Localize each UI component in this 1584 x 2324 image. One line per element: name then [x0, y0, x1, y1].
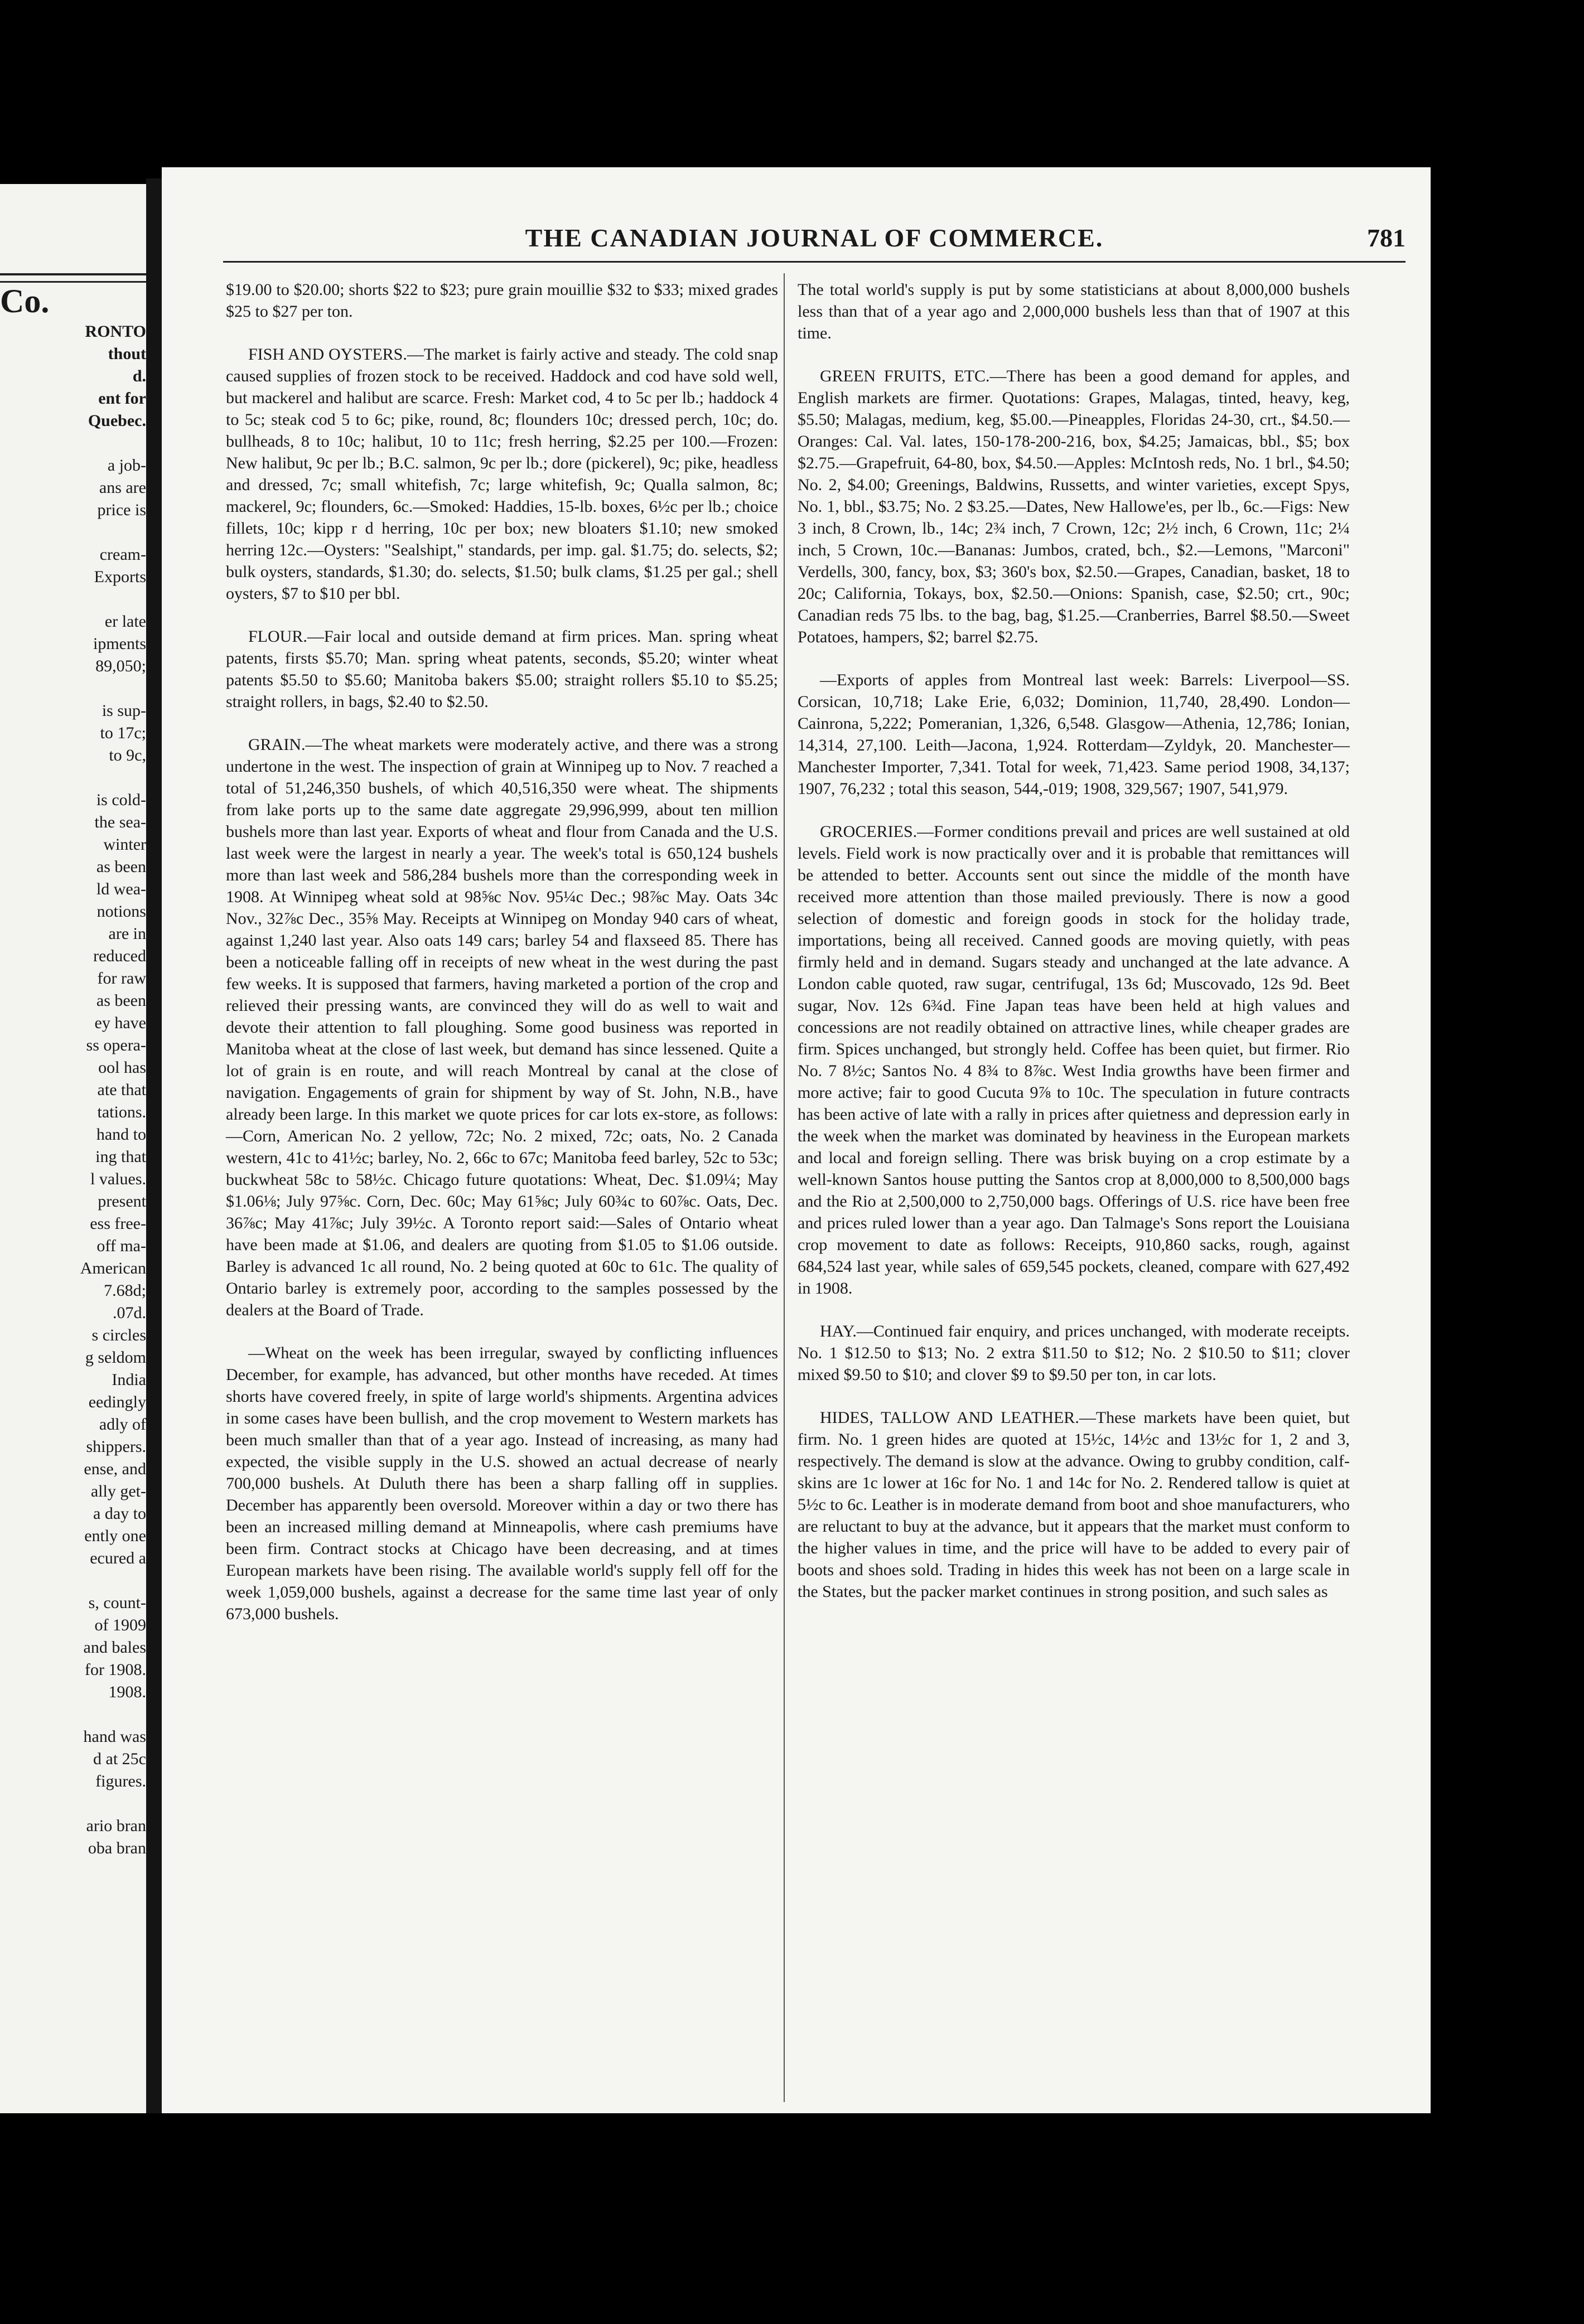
previous-page-line: oba bran [88, 1839, 146, 1857]
page-header [223, 223, 1406, 262]
previous-page-line: s, count- [88, 1594, 146, 1612]
previous-page-line: reduced [93, 947, 146, 965]
previous-page-line: s circles [91, 1326, 146, 1344]
previous-page-line: l values. [90, 1170, 146, 1188]
page-gutter [146, 178, 162, 2113]
previous-page-line: hand to [96, 1125, 146, 1144]
paragraph-fish-oysters: FISH AND OYSTERS.—The market is fairly active and steady. The cold snap caused supplies of frozen stock to be received. Haddock and cod have sold well, but mackerel and halibut are scarce. Fresh: Market cod, 4 to 5c per lb.; haddock 4 to 5c; steak cod 5 to 6c; pike, round, 8c; flounders 10c; dressed perch, 10c; do. bullheads, 8 to 10c; halibut, 10 to 11c; fresh herring, $2.25 per 100.—Frozen: New halibut, 9c per lb.; B.C. salmon, 9c per lb.; dore (pickerel), 9c; pike, headless and dressed, 7c; small whitefish, 7c; large whitefish, 9c; Qualla salmon, 8c; mackerel, 9c; flounders, 6c.—Smoked: Haddies, 15-lb. boxes, 6½c per lb.; choice fillets, 10c; kipp r d herring, 10c per box; new bloaters $1.10; new smoked herring 12c.—Oysters: "Sealshipt," standards, per imp. gal. $1.75; do. selects, $2; bulk oysters, standards, $1.30; do. selects, $1.50; bulk clams, $1.25 per gal.; shell oysters, $7 to $10 per bbl. [226, 345, 778, 603]
previous-page-line [0, 521, 146, 544]
previous-page-line: cream- [99, 545, 146, 564]
previous-page-line: as been [96, 858, 146, 876]
previous-page-line: d at 25c [93, 1750, 146, 1768]
previous-page-line: eedingly [88, 1393, 146, 1411]
previous-page-line: 89,050; [95, 657, 146, 675]
previous-page-line: hand was [83, 1727, 146, 1746]
previous-page-line: ool has [98, 1058, 146, 1077]
previous-page-line: Co. [0, 283, 50, 319]
scan-border [1431, 0, 1584, 2324]
paragraph-flour: FLOUR.—Fair local and outside demand at firm prices. Man. spring wheat patents, firsts $5.70; Man. spring wheat patents, seconds, $5.20; winter wheat patents $5.50 to $5.60; Manitoba bakers $5.00; straight rollers $5.10 to $5.25; straight rollers, in bags, $2.40 to $2.50. [226, 627, 778, 711]
right-column [798, 279, 1350, 1624]
header-rule [223, 261, 1406, 263]
paragraph-world-supply: The total world's supply is put by some statisticians at about 8,000,000 bushels less than that of a year ago and 2,000,000 bushels less than that of 1907 at this time. [798, 280, 1350, 342]
previous-page-line [0, 767, 146, 789]
previous-page-line: Exports [94, 568, 146, 586]
previous-page-line: for raw [97, 969, 146, 987]
paragraph-groceries: GROCERIES.—Former conditions prevail and prices are well sustained at old levels. Field work is now practically over and it is probable that remittances will be attended to better. Accounts sent out since the middle of the month have received more attention than those mailed previously. There is now a good selection of domestic and foreign goods in stock for the holiday trade, importations, being all received. Canned goods are moving quietly, with peas firmly held and in demand. Sugars steady and unchanged at the late advance. A London cable quoted, raw sugar, centrifugal, 13s 6d; Muscovado, 12s 9d. Beet sugar, Nov. 12s 6¾d. Fine Japan teas have been held at high values and concessions are not readily obtained on attractive lines, while cheaper grades are firm. Spices unchanged, but strongly held. Coffee has been quiet, but firmer. Rio No. 7 8½c; Santos No. 4 8¾ to 8⅞c. West India growths have been firmer and more active; fair to good Cucuta 9⅞ to 10c. The speculation in future contracts has been active of late with a rally in prices after quietness and depression early in the week when the market was dominated by heaviness in the European markets and local and foreign selling. There was brisk buying on a crop estimate by a well-known Santos house putting the Santos crop at 8,000,000 to 8,500,000 bags and the Rio at 2,500,000 to 2,750,000 bags. Offerings of U.S. rice have been free and prices ruled lower than a year ago. Dan Talmage's Sons report the Louisiana crop movement to date as follows: Receipts, 910,860 sacks, rough, against 684,524 last year, while sales of 659,545 pockets, cleaned, compare with 627,492 in 1908. [798, 822, 1350, 1297]
left-column [226, 279, 778, 1646]
previous-page-line: India [112, 1371, 146, 1389]
previous-page-line: ey have [94, 1014, 146, 1032]
previous-page-line: present [98, 1192, 146, 1211]
previous-page-line: adly of [99, 1415, 146, 1434]
previous-page-line: 1908. [108, 1683, 146, 1701]
previous-page-line: ense, and [84, 1460, 146, 1478]
previous-page-line: to 9c, [109, 746, 146, 764]
previous-page-line: and bales [83, 1638, 146, 1657]
previous-page-line: is cold- [96, 791, 146, 809]
previous-page-line: price is [97, 501, 146, 519]
previous-page-line: .07d. [113, 1304, 146, 1322]
previous-page-line: off ma- [96, 1237, 146, 1255]
previous-page-line: ate that [97, 1081, 146, 1099]
journal-page [162, 167, 1431, 2113]
previous-page-line: American [80, 1259, 146, 1277]
journal-title: THE CANADIAN JOURNAL OF COMMERCE. [525, 224, 1104, 252]
previous-page-line: shippers. [86, 1437, 146, 1456]
previous-page-line: a job- [107, 456, 146, 475]
previous-page-line: for 1908. [85, 1660, 146, 1679]
previous-page-line: ss opera- [86, 1036, 146, 1054]
paragraph-mill-feed: $19.00 to $20.00; shorts $22 to $23; pure grain mouillie $32 to $33; mixed grades $25 to $27 per ton. [226, 280, 778, 321]
previous-page-line: 7.68d; [104, 1281, 146, 1300]
previous-page-line: winter [103, 835, 146, 854]
previous-page [0, 184, 146, 2113]
previous-page-line [0, 588, 146, 611]
page-number: 781 [1367, 224, 1406, 252]
previous-page-line: ans are [99, 478, 146, 497]
previous-page-line: er late [104, 612, 146, 631]
previous-page-line: ipments [93, 635, 146, 653]
previous-page-line: notions [96, 902, 146, 921]
paragraph-hides-tallow-leather: HIDES, TALLOW AND LEATHER.—These markets have been quiet, but firm. No. 1 green hides are quoted at 15½c, 14½c and 13½c for 1, 2 and 3, respectively. The demand is slow at the advance. Owing to grubby condition, calf-skins are 1c lower at 16c for No. 1 and 14c for No. 2. Rendered tallow is quiet at 5½c to 6c. Leather is in moderate demand from boot and shoe manufacturers, who are reluctant to buy at the advance, but it appears that the market must conform to the higher values in time, and the price will have to be added to every pair of boots and shoes sold. Trading in hides this week has not been on a large scale in the States, but the packer market continues in strong position, and such sales as [798, 1408, 1350, 1601]
previous-page-line: g seldom [85, 1348, 146, 1367]
previous-page-column [0, 282, 146, 1860]
previous-page-line: thout [108, 345, 146, 363]
previous-page-line: ing that [95, 1148, 146, 1166]
previous-page-line [0, 432, 146, 454]
paragraph-green-fruits: GREEN FRUITS, ETC.—There has been a good demand for apples, and English markets are firmer. Quotations: Grapes, Malagas, tinted, heavy, keg, $5.50; Malagas, medium, keg, $5.00.—Pineapples, Floridas 24-30, crt., $4.50.—Oranges: Cal. Val. lates, 150-178-200-216, box, $4.25; Jamaicas, bbl., $5; box $2.75.—Grapefruit, 64-80, box, $4.50.—Apples: McIntosh reds, No. 1 brl., $4.50; No. 2, $4.00; Greenings, Baldwins, Russetts, and winter varieties, except Spys, No. 1, bbl., $3.75; No. 2 $3.25.—Dates, New Hallowe'es, per lb., 6c.—Figs: New 3 inch, 8 Crown, lb., 14c; 2¾ inch, 7 Crown, 12c; 2½ inch, 6 Crown, 11c; 2¼ inch, 5 Crown, 10c.—Bananas: Jumbos, crated, bch., $2.—Lemons, "Marconi" Verdells, 300, fancy, box, $3; 360's box, $2.50.—Grapes, Canadian, basket, 18 to 20c; California, Tokays, box, $2.50.—Onions: Spanish, case, $2.50; crt., 90c; Canadian reds 75 lbs. to the bag, bag, $1.25.—Cranberries, Barrel $8.50.—Sweet Potatoes, hampers, $2; barrel $2.75. [798, 367, 1350, 646]
previous-page-line: the sea- [94, 813, 146, 831]
previous-page-line: tations. [97, 1103, 146, 1121]
previous-page-line [0, 1793, 146, 1815]
previous-page-line [0, 1570, 146, 1592]
previous-page-line [0, 677, 146, 700]
previous-page-line: ess free- [90, 1214, 146, 1233]
previous-page-line: are in [108, 924, 146, 943]
previous-page-line: Quebec. [88, 411, 146, 430]
previous-page-line: ld wea- [96, 880, 146, 898]
previous-page-line: of 1909 [94, 1616, 146, 1634]
column-divider [784, 273, 785, 2102]
previous-page-line: ent for [98, 389, 146, 408]
previous-page-line: to 17c; [100, 724, 146, 742]
previous-page-line: a day to [93, 1504, 146, 1523]
previous-page-line: ently one [84, 1527, 146, 1545]
paragraph-grain: GRAIN.—The wheat markets were moderately active, and there was a strong undertone in the west. The inspection of grain at Winnipeg up to Nov. 7 reached a total of 51,246,350 bushels, of which 40,516,350 were wheat. The shipments from lake ports up to the same date aggregate 29,996,999, about ten million bushels more than last year. Exports of wheat and flour from Canada and the U.S. last week were the largest in nearly a year. The week's total is 650,124 bushels more than last week and 586,284 bushels more than the corresponding week in 1908. At Winnipeg wheat sold at 98⅝c Nov. 95¼c Dec.; 98⅞c May. Oats 34c Nov., 32⅞c Dec., 35⅝ May. Receipts at Winnipeg on Monday 940 cars of wheat, against 1,240 last year. Also oats 149 cars; barley 54 and flaxseed 85. There has been a noticeable falling off in receipts of new wheat in the west during the past few weeks. It is supposed that farmers, having marketed a portion of the crop and relieved their pressing wants, are convinced they will do as well to wait and devote their attention to fall ploughing. Some good business was reported in Manitoba wheat at the close of last week, but demand has since lessened. Quite a lot of grain is en route, and will reach Montreal by canal at the close of navigation. Engagements of grain for shipment by way of St. John, N.B., have already been large. In this market we quote prices for car lots ex-store, as follows:—Corn, American No. 2 yellow, 72c; No. 2 mixed, 72c; oats, No. 2 Canada western, 41c to 41½c; barley, No. 2, 66c to 67c; Manitoba feed barley, 52c to 53c; buckwheat 58c to 58½c. Chicago future quotations: Wheat, Dec. $1.09¼; May $1.06⅛; July 97⅝c. Corn, Dec. 60c; May 61⅝c; July 60¾c to 60⅞c. Oats, Dec. 36⅞c; May 41⅞c; July 39½c. A Toronto report said:—Sales of Ontario wheat have been made at $1.06, and dealers are quoting from $1.05 to $1.06 outside. Barley is advanced 1c all round, No. 2 being quoted at 60c to 61c. The quality of Ontario barley is extremely poor, according to the samples possessed by the dealers at the Board of Trade. [226, 735, 778, 1319]
previous-page-line [0, 1703, 146, 1726]
previous-page-line: ally get- [90, 1482, 146, 1500]
previous-page-line: as been [96, 991, 146, 1010]
paragraph-wheat-week: —Wheat on the week has been irregular, swayed by conflicting influences December, for example, has advanced, but other months have receded. At times shorts have covered freely, in spite of large world's shipments. Argentina advices in some cases have been bullish, and the crop movement to Western markets has been much smaller than that of a year ago. Instead of increasing, as many had expected, the visible supply in the U.S. showed an actual decrease of nearly 700,000 bushels. At Duluth there has been a sharp falling off in supplies. December has apparently been oversold. Moreover within a day or two there has been an increased milling demand at Minneapolis, where cash premiums have been firm. Contract stocks at Chicago have been decreasing, and at times European markets have been rising. The available world's supply fell off for the week 1,059,000 bushels, against a decrease for the same time last year of only 673,000 bushels. [226, 1344, 778, 1623]
previous-page-line: ecured a [90, 1549, 146, 1567]
previous-page-line: ario bran [86, 1817, 146, 1835]
previous-page-line: RONTO [85, 322, 146, 341]
paragraph-hay: HAY.—Continued fair enquiry, and prices unchanged, with moderate receipts. No. 1 $12.50 to $13; No. 2 extra $11.50 to $12; No. 2 $10.50 to $11; clover mixed $9.50 to $10; and clover $9 to $9.50 per ton, in car lots. [798, 1322, 1350, 1384]
previous-page-line: figures. [95, 1772, 146, 1790]
paragraph-apple-exports: —Exports of apples from Montreal last week: Barrels: Liverpool—SS. Corsican, 10,718; Lake Erie, 6,032; Dominion, 11,740, 28,490. London—Cainrona, 5,222; Pomeranian, 1,326, 6,548. Glasgow—Athenia, 12,786; Ionian, 14,314, 27,100. Leith—Jacona, 1,924. Rotterdam—Zyldyk, 20. Manchester—Manchester Importer, 7,341. Total for week, 71,423. Same period 1908, 34,137; 1907, 76,232 ; total this season, 544,-019; 1908, 329,567; 1907, 541,979. [798, 671, 1350, 798]
previous-page-line: d. [132, 367, 146, 385]
previous-page-line: is sup- [102, 701, 146, 720]
